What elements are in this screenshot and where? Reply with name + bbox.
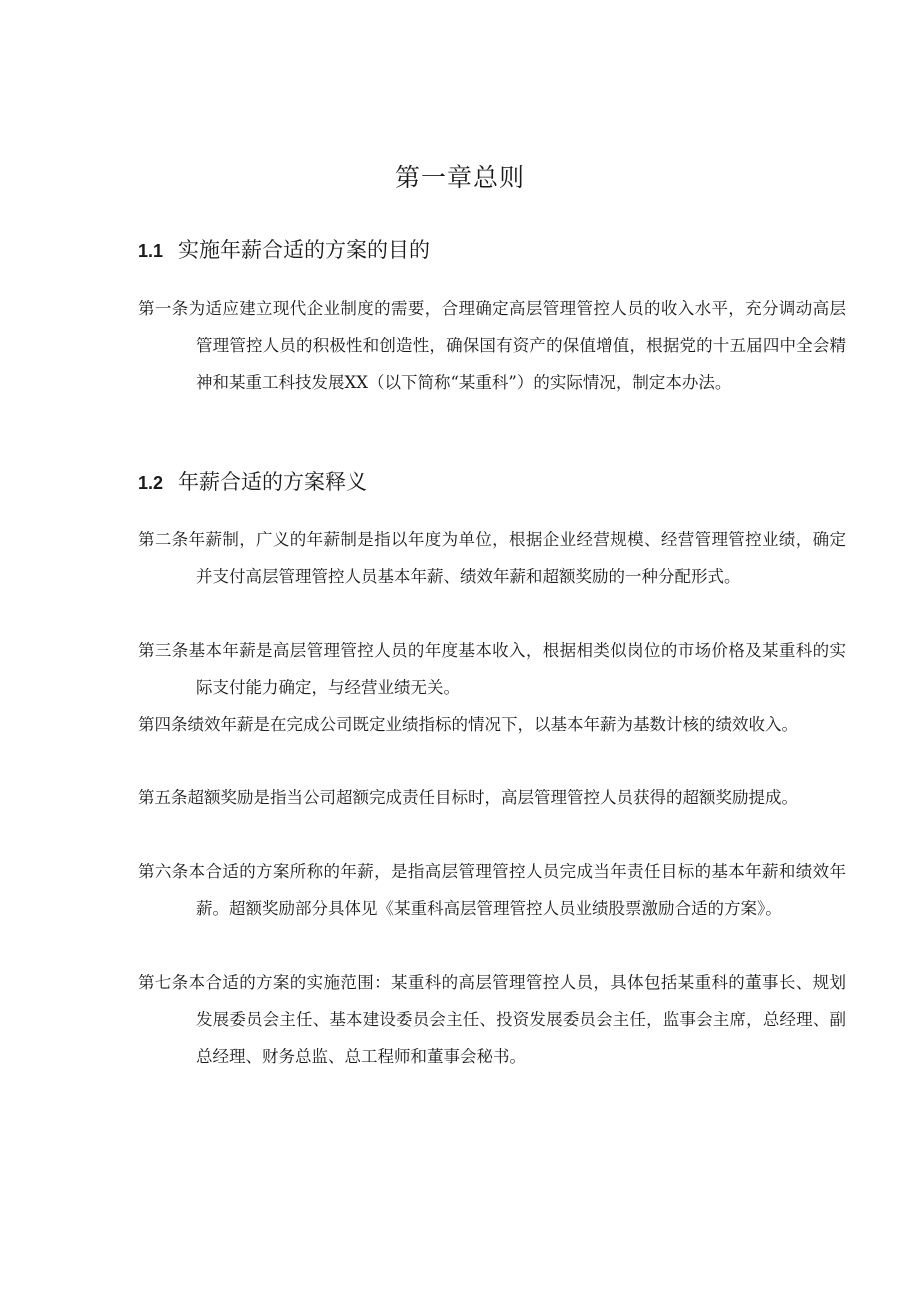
article-2: 第二条年薪制，广义的年薪制是指以年度为单位，根据企业经营规模、经营管理管控业绩，确定并支付高层管理管控人员基本年薪、绩效年薪和超额奖励的一种分配形式。 [138, 530, 846, 586]
chapter-title: 第一章总则 [394, 163, 525, 192]
article-4: 第四条绩效年薪是在完成公司既定业绩指标的情况下，以基本年薪为基数计核的绩效收入。 [138, 715, 798, 734]
section-number: 1.1 [138, 241, 164, 261]
article-1: 第一条为适应建立现代企业制度的需要，合理确定高层管理管控人员的收入水平，充分调动高层管理管控人员的积极性和创造性，确保国有资产的保值增值，根据党的十五届四中全会精神和某重工科技发展XX（以下简称“某重科”）的实际情况，制定本办法。 [138, 299, 846, 392]
section-title: 实施年薪合适的方案的目的 [178, 238, 430, 262]
section-heading-1-2 [138, 466, 367, 496]
article-7: 第七条本合适的方案的实施范围：某重科的高层管理管控人员，具体包括某重科的董事长、规划发展委员会主任、基本建设委员会主任、投资发展委员会主任，监事会主席，总经理、副总经理、财务总监、总工程师和董事会秘书。 [138, 973, 846, 1066]
article-3: 第三条基本年薪是高层管理管控人员的年度基本收入，根据相类似岗位的市场价格及某重科的实际支付能力确定，与经营业绩无关。 [138, 641, 846, 697]
section-heading-1-1 [138, 234, 430, 264]
article-5: 第五条超额奖励是指当公司超额完成责任目标时，高层管理管控人员获得的超额奖励提成。 [138, 788, 798, 807]
section-title: 年薪合适的方案释义 [178, 470, 367, 494]
article-6: 第六条本合适的方案所称的年薪，是指高层管理管控人员完成当年责任目标的基本年薪和绩效年薪。超额奖励部分具体见《某重科高层管理管控人员业绩股票激励合适的方案》。 [138, 862, 846, 918]
section-number: 1.2 [138, 473, 164, 493]
